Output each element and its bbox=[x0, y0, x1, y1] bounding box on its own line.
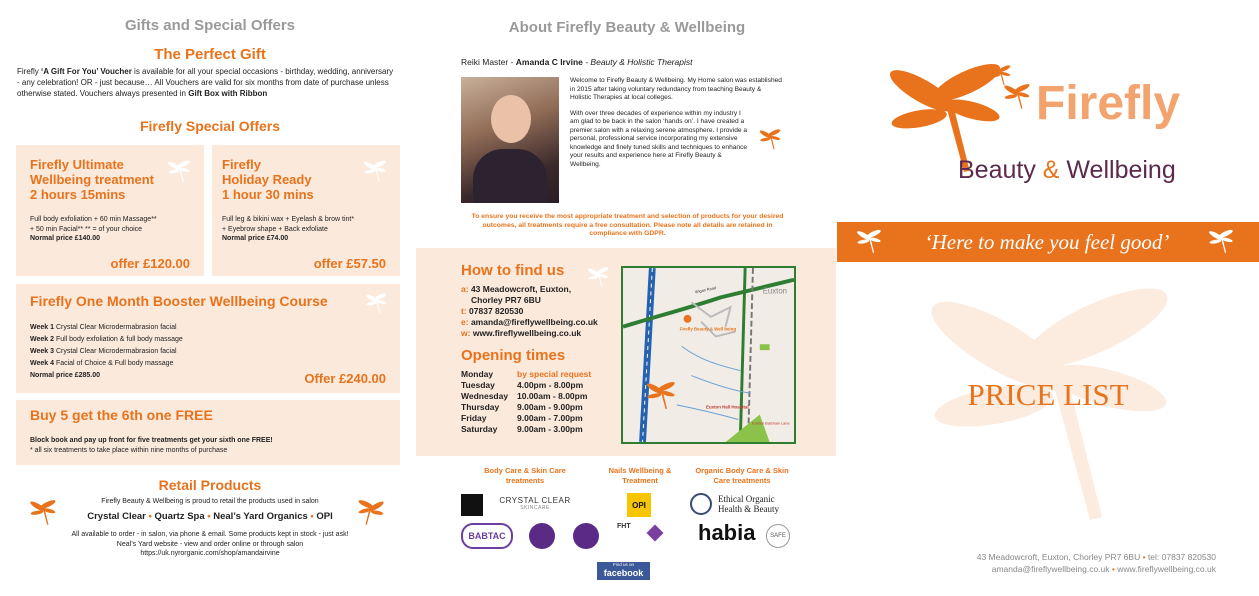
time-row: Friday 9.00am - 7.00pm bbox=[461, 413, 583, 423]
middle-heading: About Firefly Beauty & Wellbeing bbox=[508, 19, 746, 36]
offers-title: Firefly Special Offers bbox=[139, 118, 281, 134]
find-us-panel bbox=[416, 248, 836, 456]
footer-contact: 43 Meadowcroft, Euxton, Chorley PR7 6BU • tel: 07837 820530 amanda@fireflywellbeing.co.uk • www.fireflywellbeing.co.uk bbox=[976, 552, 1216, 574]
booster-weeks: Week 1 Crystal Clear Microdermabrasion facial Week 2 Full body exfoliation & full body massage Week 3 Crystal Clear Microdermabrasion facial Week 4 Facial of Choice & Full body massage Normal price £285.00 bbox=[30, 324, 183, 379]
price-list-title: PRICE LIST bbox=[967, 377, 1129, 412]
offer-card-holiday bbox=[212, 145, 400, 276]
map-label-pin: Firefly Beauty & Well being bbox=[679, 326, 737, 332]
consultation-notice: To ensure you receive the most appropriate treatment and selection of products for your desired outcomes, all treatments require a free consultation. Please note all details are retained in compliance with GDPR. bbox=[471, 213, 784, 237]
buy5-text: Block book and pay up front for five treatments get your sixth one FREE! * all six treatments to take place within nine months of purchase bbox=[30, 437, 273, 454]
contact-details: a: 43 Meadowcroft, Euxton, Chorley PR7 6BU t: 07837 820530 e: amanda@fireflywellbeing.co.uk w: www.fireflywellbeing.co.uk bbox=[461, 284, 598, 338]
cat-nails: Nails Wellbeing & Treatment bbox=[608, 466, 672, 485]
habia-logo: habia bbox=[698, 520, 756, 545]
tagline-banner bbox=[837, 222, 1259, 262]
dragonfly-icon bbox=[362, 157, 390, 185]
babtac-logo: BABTAC bbox=[461, 523, 513, 549]
booster-card bbox=[16, 284, 400, 393]
map-label-hospital: Euxton Hall Hospital bbox=[706, 404, 749, 410]
crystal-clear-logo: CRYSTAL CLEAR SKINCARE bbox=[499, 496, 571, 511]
fht-logo: FHT bbox=[617, 523, 631, 530]
card-details: Full body exfoliation + 60 min Massage** + 50 min Facial** ** = of your choice Normal price £140.00 bbox=[30, 216, 157, 242]
nyr-text: Ethical Organic Health & Beauty bbox=[718, 494, 779, 514]
retail-info: All available to order - in salon, via phone & email. Some products kept in stock - just ask! Neal’s Yard website - view and order online or through salon https://uk.nyrorganic.com/shop/amandairvine bbox=[71, 531, 349, 557]
tagline: ‘Here to make you feel good’ bbox=[924, 230, 1170, 254]
reiki-line: Reiki Master - Amanda C Irvine - Beauty & Holistic Therapist bbox=[461, 57, 693, 67]
cat-body-care: Body Care & Skin Care treatments bbox=[484, 466, 566, 485]
buy5-card bbox=[16, 400, 400, 465]
cat-organic: Organic Body Care & Skin Care treatments bbox=[695, 466, 789, 485]
left-heading: Gifts and Special Offers bbox=[124, 17, 296, 34]
card-title: Firefly Holiday Ready 1 hour 30 mins bbox=[222, 157, 314, 202]
map-label-euxton: Euxton bbox=[762, 286, 788, 296]
retail-brands: Crystal Clear • Quartz Spa • Neal’s Yard Organics • OPI bbox=[87, 511, 333, 522]
brand-subtitle: Beauty & Wellbeing bbox=[958, 156, 1176, 184]
quartz-spa-logo bbox=[461, 494, 483, 516]
booster-title: Firefly One Month Booster Wellbeing Course bbox=[30, 293, 328, 309]
accredited-register-logo bbox=[647, 525, 664, 542]
offer-price: offer £57.50 bbox=[313, 256, 386, 271]
card-title: Firefly Ultimate Wellbeing treatment 2 hours 15mins bbox=[30, 157, 155, 202]
offer-card-ultimate bbox=[16, 145, 204, 276]
dragonfly-icon bbox=[166, 157, 194, 185]
nyr-logo bbox=[690, 493, 712, 515]
buy5-title: Buy 5 get the 6th one FREE bbox=[30, 407, 213, 423]
find-title: How to find us bbox=[461, 262, 565, 279]
map-label-road: Wigan Road bbox=[694, 285, 717, 295]
dragonfly-icon bbox=[758, 126, 784, 152]
time-row: Tuesday 4.00pm - 8.00pm bbox=[461, 380, 584, 390]
location-map[interactable] bbox=[621, 266, 796, 444]
offer-price: offer £120.00 bbox=[110, 256, 190, 271]
gift-text: Firefly ‘A Gift For You’ Voucher is available for all your special occasions - birthday, wedding, anniversary - any celebration! OR - just because… All Vouchers are valid for six months from date of purchase unless otherwise stated. Vouchers always presented in Gift Box with Ribbon bbox=[17, 67, 394, 98]
about-text: Welcome to Firefly Beauty & Wellbeing. My Home salon was established in 2015 after taking voluntary redundancy from teaching Beauty & Holistic Therapies at local colleges. With over three decades of experience within my industry I am glad to be back in the salon ‘hands on’. I have created a premier salon with a relaxing serene atmosphere. I provide a personal, professional service incorporating my extensive knowledge and finely tuned skills and techniques to enhance your results and experience here at Firefly Beauty & Wellbeing. bbox=[570, 77, 782, 168]
time-row: Wednesday 10.00am - 8.00pm bbox=[461, 391, 588, 401]
time-row: Saturday 9.00am - 3.00pm bbox=[461, 424, 583, 434]
offer-price: Offer £240.00 bbox=[304, 371, 386, 386]
dragonfly-icon bbox=[855, 226, 885, 256]
small-dragonfly-icon bbox=[1002, 80, 1034, 112]
dragonfly-icon bbox=[1207, 226, 1237, 256]
therapist-photo bbox=[461, 77, 559, 203]
dragonfly-icon bbox=[364, 290, 390, 316]
retail-intro: Firefly Beauty & Wellbeing is proud to retail the products used in salon bbox=[101, 498, 319, 505]
gift-title: The Perfect Gift bbox=[154, 46, 266, 63]
facebook-button[interactable]: Find us on facebook bbox=[597, 562, 650, 580]
award-badge bbox=[573, 523, 599, 549]
time-row: Monday by special request bbox=[461, 369, 592, 379]
dragonfly-icon bbox=[28, 496, 60, 528]
retail-title: Retail Products bbox=[158, 477, 262, 493]
time-row: Thursday 9.00am - 9.00pm bbox=[461, 402, 583, 412]
card-details: Full leg & bikini wax + Eyelash & brow tint* + Eyebrow shape + Back exfoliate Normal price £74.00 bbox=[222, 216, 355, 242]
award-badge bbox=[529, 523, 555, 549]
opi-logo: OPI bbox=[627, 493, 651, 517]
brand-name: Firefly bbox=[1036, 77, 1181, 130]
open-title: Opening times bbox=[461, 347, 566, 364]
map-label-station: Euxton Balshaw Lane bbox=[751, 420, 790, 426]
safe-logo: SAFE bbox=[766, 524, 790, 548]
opening-times bbox=[461, 369, 621, 435]
